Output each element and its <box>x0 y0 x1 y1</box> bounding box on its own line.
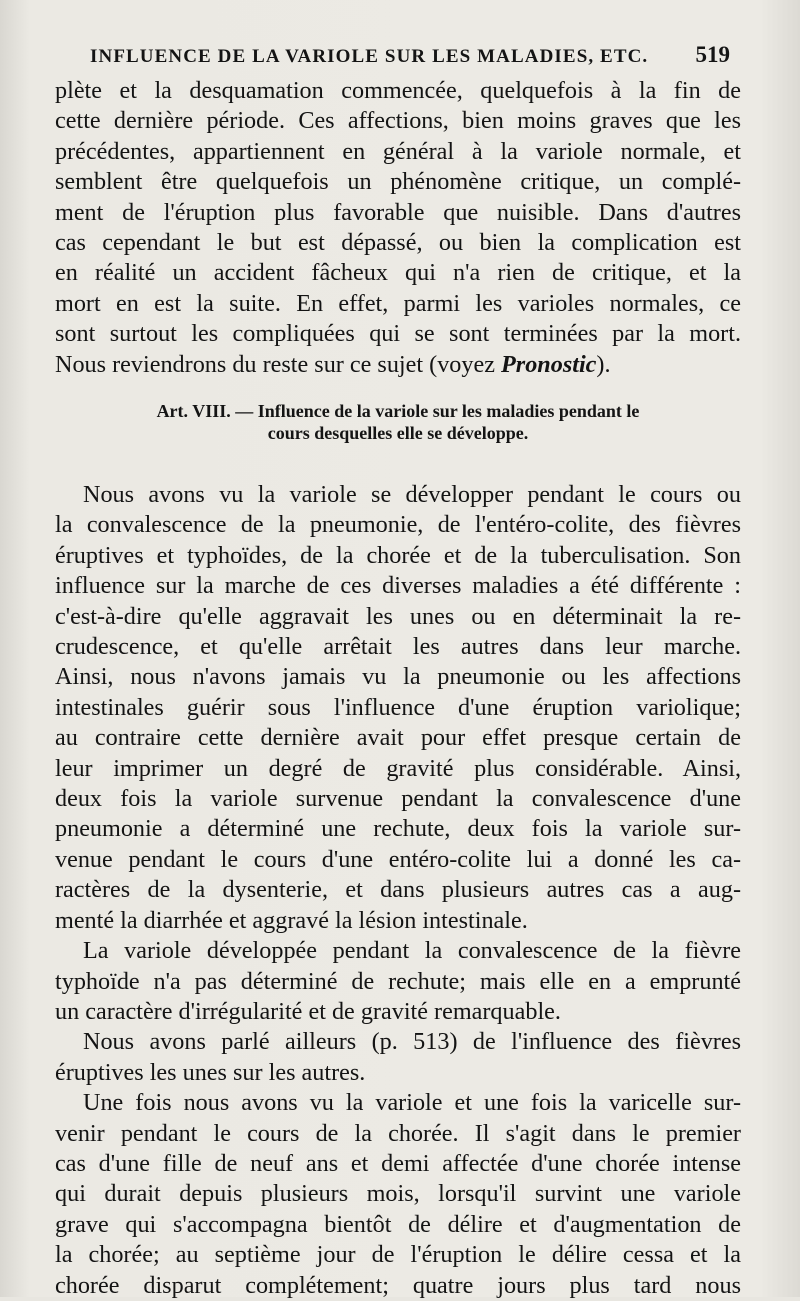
text-line: mort en est la suite. En effet, parmi les varioles normales, ce <box>55 289 741 317</box>
text-line: grave qui s'accompagna bientôt de délire et d'augmentation de <box>55 1210 741 1238</box>
article-body <box>55 480 741 1301</box>
article-heading <box>55 400 741 444</box>
text-line: leur imprimer un degré de gravité plus considérable. Ainsi, <box>55 754 741 782</box>
text-line: éruptives les unes sur les autres. <box>55 1058 366 1086</box>
text-line: ment de l'éruption plus favorable que nuisible. Dans d'autres <box>55 198 741 226</box>
text-line: venir pendant le cours de la chorée. Il s'agit dans le premier <box>55 1119 741 1147</box>
text-line: Ainsi, nous n'avons jamais vu la pneumonie ou les affections <box>55 663 741 691</box>
article-heading-line: Art. VIII. — Influence de la variole sur les maladies pendant le <box>156 401 640 421</box>
running-head <box>90 40 740 76</box>
text-line: Nous avons parlé ailleurs (p. 513) de l'influence des fièvres <box>83 1028 741 1056</box>
text-line: au contraire cette dernière avait pour effet presque certain de <box>55 724 741 752</box>
text-line: ractères de la dysenterie, et dans plusieurs autres cas a aug- <box>55 876 741 904</box>
article-heading-line: cours desquelles elle se développe. <box>267 423 529 443</box>
text-line <box>55 350 741 380</box>
running-title: INFLUENCE DE LA VARIOLE SUR LES MALADIES, ETC. <box>90 46 649 67</box>
text-line: intestinales guérir sous l'influence d'une éruption variolique; <box>55 693 741 721</box>
text-line: influence sur la marche de ces diverses maladies a été différente : <box>55 572 741 600</box>
text-line: typhoïde n'a pas déterminé de rechute; mais elle en a emprunté <box>55 967 741 995</box>
text-line: Une fois nous avons vu la variole et une fois la varicelle sur- <box>83 1089 741 1117</box>
text-line: cas d'une fille de neuf ans et demi affectée d'une chorée intense <box>55 1149 741 1177</box>
text-line: en réalité un accident fâcheux qui n'a rien de critique, et la <box>55 259 741 287</box>
text-line: la chorée; au septième jour de l'éruption le délire cessa et la <box>55 1241 741 1269</box>
text-line: précédentes, appartiennent en général à la variole normale, et <box>55 137 741 165</box>
text-line: crudescence, et qu'elle arrêtait les autres dans leur marche. <box>55 633 741 661</box>
text-line: éruptives et typhoïdes, de la chorée et de la tuberculisation. Son <box>55 541 741 569</box>
text-line: c'est-à-dire qu'elle aggravait les unes ou en déterminait la re- <box>55 602 741 630</box>
text-line: cette dernière période. Ces affections, bien moins graves que les <box>55 107 741 135</box>
page-number: 519 <box>695 42 730 67</box>
text-line: plète et la desquamation commencée, quelquefois à la fin de <box>55 77 741 104</box>
text-line: venue pendant le cours d'une entéro-colite lui a donné les ca- <box>55 845 741 873</box>
text-line: qui durait depuis plusieurs mois, lorsqu'il survint une variole <box>55 1180 741 1208</box>
text-line: menté la diarrhée et aggravé la lésion intestinale. <box>55 906 528 934</box>
text-run: ). <box>596 350 611 378</box>
text-line: pneumonie a déterminé une rechute, deux fois la variole sur- <box>55 815 741 843</box>
text-line: sont surtout les compliquées qui se sont terminées par la mort. <box>55 320 741 348</box>
text-line: chorée disparut complétement; quatre jours plus tard nous <box>55 1271 741 1299</box>
text-line: La variole développée pendant la convalescence de la fièvre <box>83 937 741 965</box>
pronostic-reference: Pronostic <box>501 350 597 378</box>
text-line: deux fois la variole survenue pendant la convalescence d'une <box>55 785 741 813</box>
paragraph-continuation <box>55 76 741 380</box>
text-line: un caractère d'irrégularité et de gravité remarquable. <box>55 997 561 1025</box>
text-line: la convalescence de la pneumonie, de l'entéro-colite, des fièvres <box>55 511 741 539</box>
text-line: Nous avons vu la variole se développer pendant le cours ou <box>83 481 741 508</box>
text-run: Nous reviendrons du reste sur ce sujet (voyez <box>55 350 501 378</box>
text-line: semblent être quelquefois un phénomène critique, un complé- <box>55 168 741 196</box>
text-line: cas cependant le but est dépassé, ou bien la complication est <box>55 229 741 257</box>
